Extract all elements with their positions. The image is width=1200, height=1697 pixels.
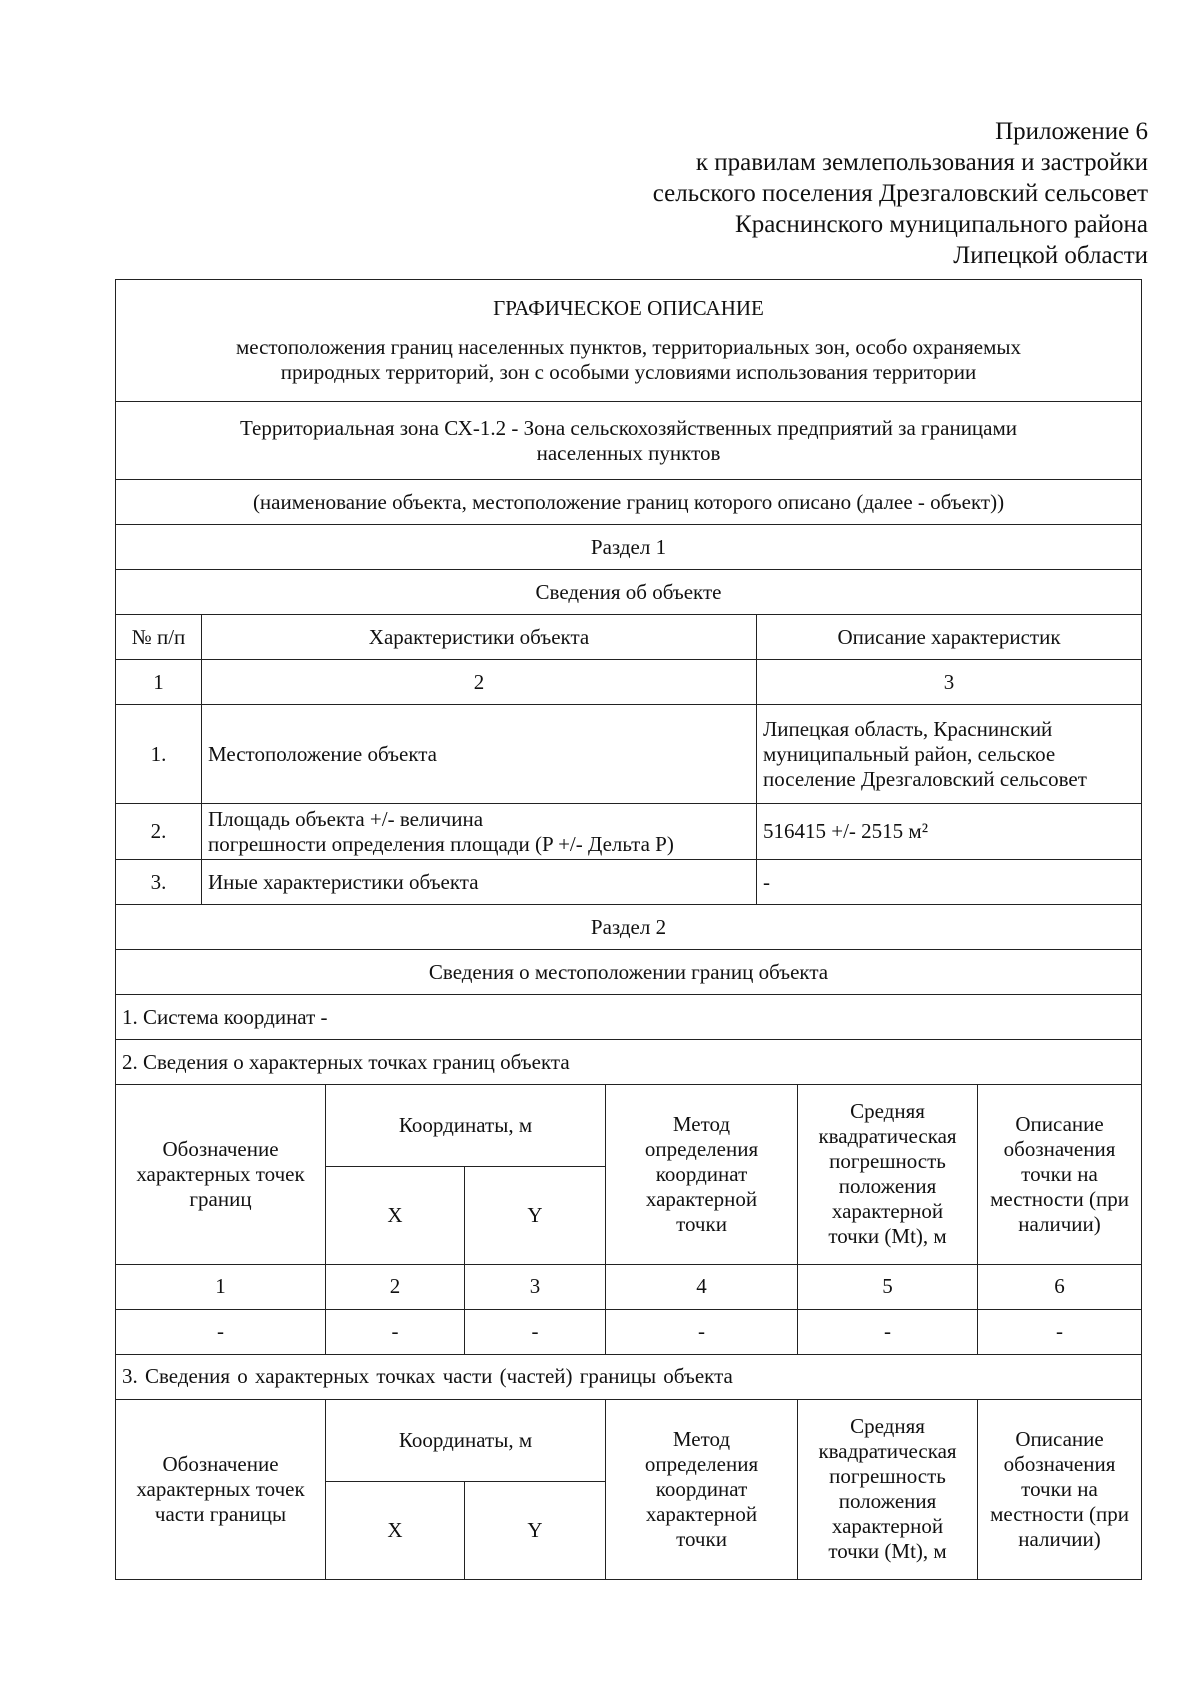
header-x: X [326,1481,465,1579]
section2-subtitle: Сведения о местоположении границ объекта [116,950,1142,995]
point-value: - [978,1309,1142,1354]
column-number: 1 [116,660,202,705]
header-x: X [326,1166,465,1264]
header-y: Y [465,1481,606,1579]
subtitle-line: местоположения границ населенных пунктов, территориальных зон, особо охраняемых [235,335,1022,359]
parts-title: 3. Сведения о характерных точках части (частей) границы объекта [116,1354,1142,1399]
column-number: 2 [326,1264,465,1309]
column-number: 4 [606,1264,798,1309]
row-value: 516415 +/- 2515 м² [757,804,1142,860]
section1-table [115,279,1142,1085]
title-block [116,280,1142,402]
column-number: 5 [798,1264,978,1309]
object-name-line: Территориальная зона СХ-1.2 - Зона сельскохозяйственных предприятий за границами [239,415,1018,440]
column-number: 1 [116,1264,326,1309]
row-number: 3. [116,860,202,905]
header-coordinates: Координаты, м [326,1084,606,1166]
row-value [757,705,1142,804]
column-number: 6 [978,1264,1142,1309]
section1-subtitle: Сведения об объекте [116,570,1142,615]
column-number: 3 [757,660,1142,705]
row-characteristic: Местоположение объекта [202,705,757,804]
row-characteristic [202,804,757,860]
header-line: Краснинского муниципального района [735,211,1148,238]
point-value: - [116,1309,326,1354]
row-characteristic: Иные характеристики объекта [202,860,757,905]
section2-title: Раздел 2 [116,905,1142,950]
header-description: Описание характеристик [757,615,1142,660]
header-line: сельского поселения Дрезгаловский сельсовет [652,180,1148,207]
appendix-header [653,116,1148,271]
subtitle-line: природных территорий, зон с особыми условиями использования территории [280,360,977,384]
header-y: Y [465,1166,606,1264]
header-designation: Обозначение характерных точек границ [116,1084,326,1264]
row-value: - [757,860,1142,905]
header-method: Метод определения координат характерной точки [606,1084,798,1264]
characteristic-line: погрешности определения площади (P +/- Дельта P) [208,831,674,856]
object-name-cell [116,402,1142,480]
boundary-points-table [115,1084,1142,1580]
graphic-description-document [115,279,1141,1580]
column-number: 3 [465,1264,606,1309]
header-line: Липецкой области [953,242,1148,269]
header-designation: Обозначение характерных точек части границы [116,1399,326,1579]
header-coordinates: Координаты, м [326,1399,606,1481]
header-point-description: Описание обозначения точки на местности (при наличии) [978,1399,1142,1579]
section1-title: Раздел 1 [116,525,1142,570]
object-caption: (наименование объекта, местоположение границ которого описано (далее - объект)) [116,480,1142,525]
points-title: 2. Сведения о характерных точках границ объекта [116,1040,1142,1085]
point-value: - [606,1309,798,1354]
row-number: 1. [116,705,202,804]
header-characteristics: Характеристики объекта [202,615,757,660]
column-number: 2 [202,660,757,705]
object-name-line: населенных пунктов [536,440,721,465]
header-method: Метод определения координат характерной точки [606,1399,798,1579]
point-value: - [465,1309,606,1354]
value-line: муниципальный район, сельское [763,741,1056,766]
row-number: 2. [116,804,202,860]
point-value: - [798,1309,978,1354]
header-line: Приложение 6 [995,118,1148,145]
characteristic-line: Площадь объекта +/- величина [208,806,484,831]
coordinate-system: 1. Система координат - [116,995,1142,1040]
value-line: поселение Дрезгаловский сельсовет [763,766,1087,791]
header-error: Средняя квадратическая погрешность положения характерной точки (Mt), м [798,1084,978,1264]
header-number: № п/п [116,615,202,660]
value-line: Липецкая область, Краснинский [763,716,1053,741]
header-point-description: Описание обозначения точки на местности (при наличии) [978,1084,1142,1264]
header-line: к правилам землепользования и застройки [695,149,1148,176]
point-value: - [326,1309,465,1354]
header-error: Средняя квадратическая погрешность положения характерной точки (Mt), м [798,1399,978,1579]
document-title: ГРАФИЧЕСКОЕ ОПИСАНИЕ [493,296,764,320]
